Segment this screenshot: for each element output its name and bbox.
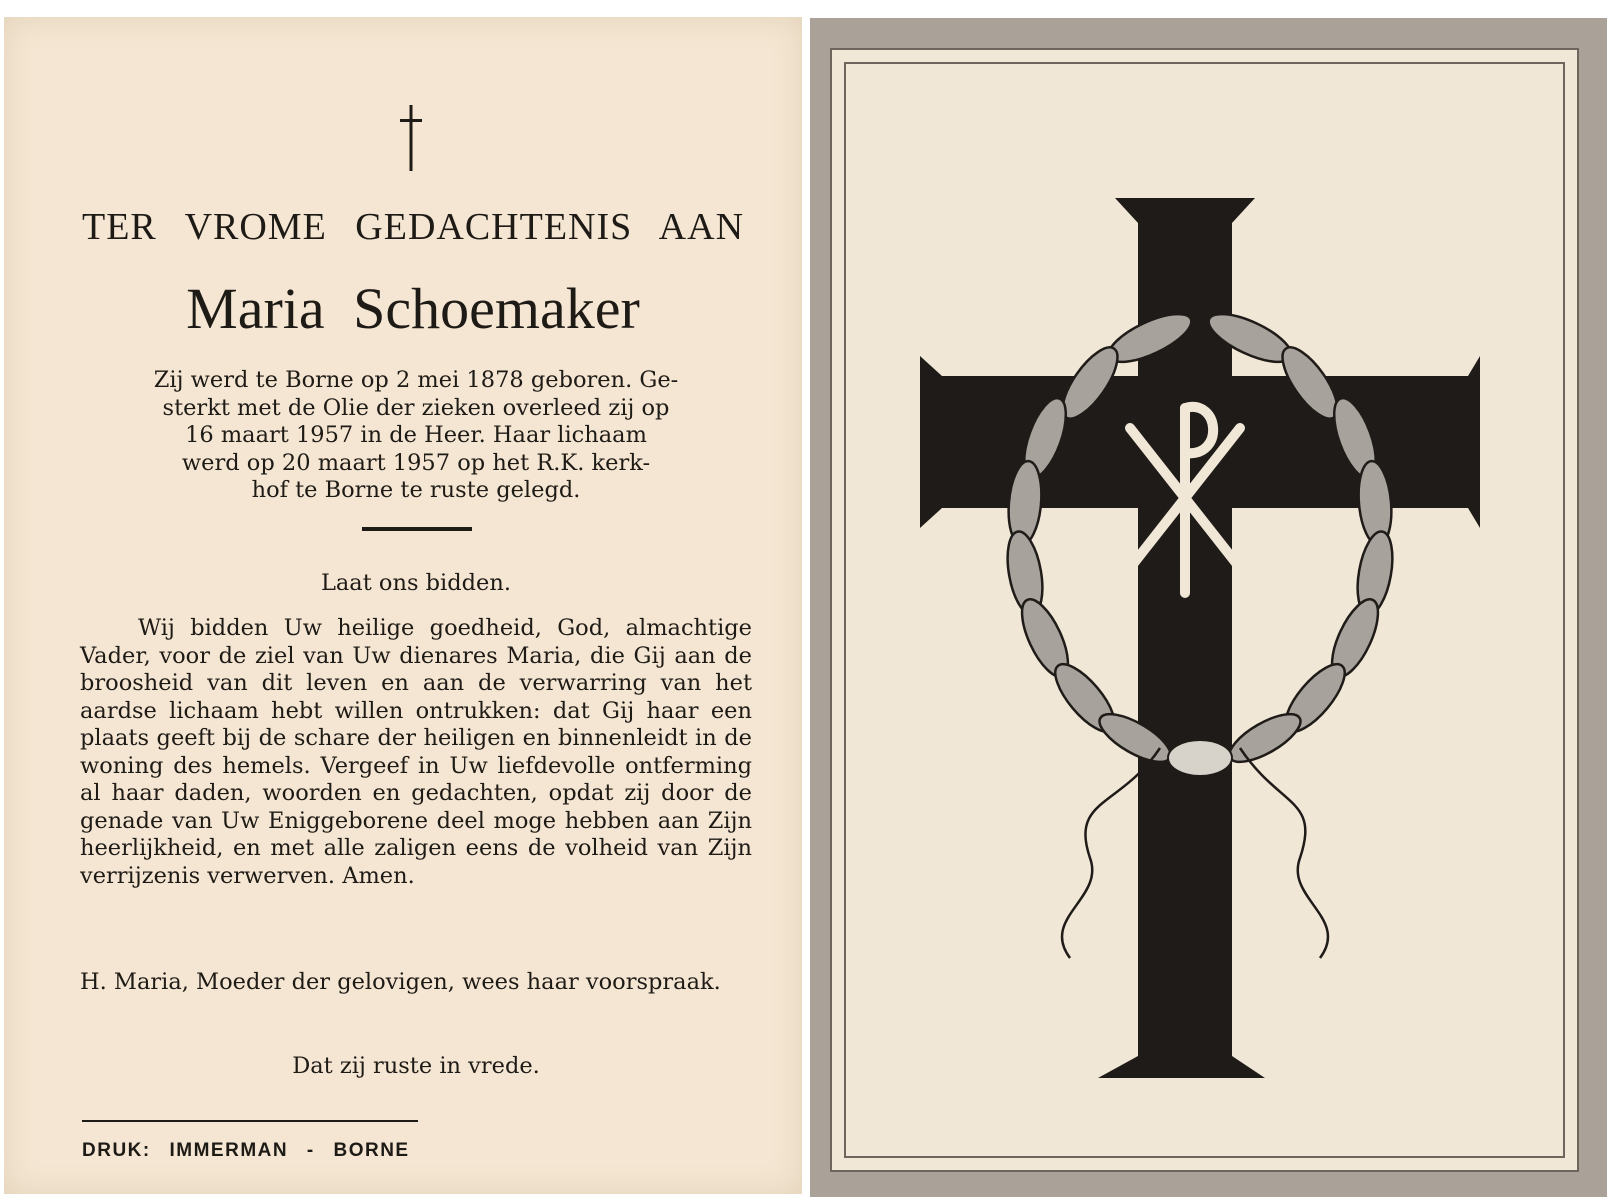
biography-line: sterkt met de Olie der zieken overleed zij op: [162, 394, 670, 421]
deceased-name: Maria Schoemaker: [186, 276, 640, 341]
printer-credit: DRUK: IMMERMAN - BORNE: [82, 1140, 410, 1161]
section-divider: [362, 527, 472, 531]
biography-line: hof te Borne te ruste gelegd.: [251, 477, 581, 503]
final-line: Dat zij ruste in vrede.: [292, 1053, 540, 1079]
prayer-title: Laat ons bidden.: [320, 570, 512, 596]
biography-text: [80, 367, 752, 505]
memorial-card-text-side: [4, 17, 802, 1194]
latin-cross-icon: [400, 105, 422, 171]
biography-line: werd op 20 maart 1957 op het R.K. kerk-: [181, 449, 651, 476]
card-heading: TER VROME GEDACHTENIS AAN: [81, 206, 745, 248]
biography-line: 16 maart 1957 in de Heer. Haar lichaam: [185, 422, 647, 448]
biography-line: Zij werd te Borne op 2 mei 1878 geboren. Ge-: [153, 367, 679, 393]
printer-divider: [82, 1120, 418, 1122]
memorial-card-image-side: [810, 18, 1607, 1197]
closing-invocation: H. Maria, Moeder der gelovigen, wees haar voorspraak.: [80, 969, 721, 995]
prayer-text: Wij bidden Uw heilige goedheid, God, almachtige Vader, voor de ziel van Uw dienares Maria, die Gij aan de broosheid van dit leven en aan de verwarring van het aardse lichaam hebt willen ontrukken: dat Gij haar een plaats geeft bij de schare der heiligen en binnenleidt in de woning des hemels. Vergeef in Uw liefdevolle ontferming al haar daden, woorden en gedachten, opdat zij door de genade van Uw Eniggeborene deel moge hebben aan Zijn heerlijkheid, en met alle zaligen eens de volheid van Zijn verrijzenis verwerven. Amen.: [80, 615, 752, 889]
cross-with-wreath-and-chi-rho-icon: [920, 198, 1480, 1078]
